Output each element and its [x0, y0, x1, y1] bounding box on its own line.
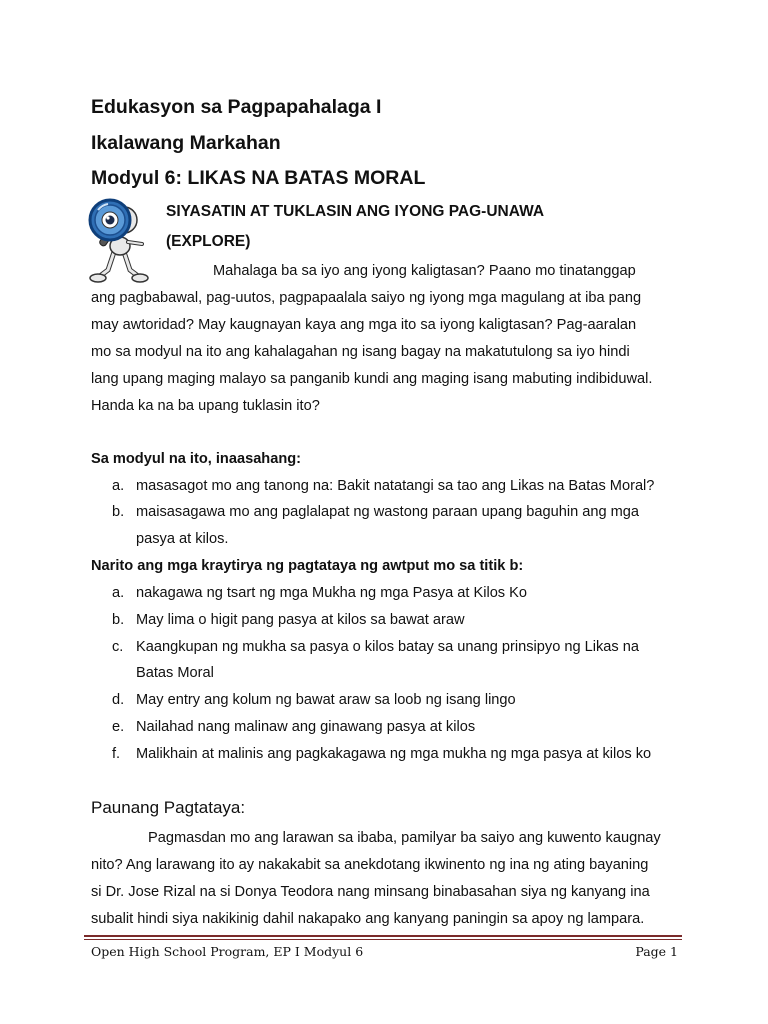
intro-line: ang pagbabawal, pag-uutos, pagpapaalala saiyo ng iyong mga magulang at iba pang: [91, 290, 642, 306]
list-marker: b.: [112, 612, 125, 628]
footer-rule: [84, 935, 682, 937]
list-item-text: Malikhain at malinis ang pagkakagawa ng mga mukha ng mga pasya at kilos ko: [136, 746, 652, 762]
page-number: Page 1: [635, 944, 678, 959]
list-marker: f.: [112, 746, 121, 762]
list-marker: d.: [112, 692, 125, 708]
list-item-text: Batas Moral: [136, 665, 214, 681]
explore-heading-line2: (EXPLORE): [166, 233, 251, 250]
list-item-text: pasya at kilos.: [136, 531, 229, 547]
intro-line: may awtoridad? May kaugnayan kaya ang mga ito sa iyong kaligtasan? Pag-aaralan: [91, 317, 637, 333]
list-marker: a.: [112, 478, 125, 494]
list-marker: a.: [112, 585, 125, 601]
intro-line: lang upang maging malayo sa panganib kundi ang maging isang mabuting indibiduwal.: [91, 371, 653, 387]
list-item-text: maisasagawa mo ang paglalapat ng wastong paraan upang baguhin ang mga: [136, 504, 640, 520]
pretest-line: Pagmasdan mo ang larawan sa ibaba, pamilyar ba saiyo ang kuwento kaugnay: [148, 830, 661, 846]
intro-line: mo sa modyul na ito ang kahalagahan ng isang bagay na makatutulong sa iyo hindi: [91, 344, 630, 360]
footer-program: Open High School Program, EP I Modyul 6: [91, 944, 364, 959]
list-marker: c.: [112, 639, 124, 655]
pretest-line: nito? Ang larawang ito ay nakakabit sa anekdotang ikwinento ng ina ng ating bayaning: [91, 857, 649, 873]
footer-rule-thin: [84, 939, 682, 940]
explore-heading-line1: SIYASATIN AT TUKLASIN ANG IYONG PAG-UNAWA: [166, 203, 545, 220]
criteria-heading: Narito ang mga kraytirya ng pagtataya ng awtput mo sa titik b:: [91, 558, 524, 574]
list-marker: b.: [112, 504, 125, 520]
intro-line: Mahalaga ba sa iyo ang iyong kaligtasan? Paano mo tinatanggap: [213, 263, 636, 279]
list-marker: e.: [112, 719, 125, 735]
objectives-heading: Sa modyul na ito, inaasahang:: [91, 451, 302, 467]
list-item-text: Nailahad nang malinaw ang ginawang pasya at kilos: [136, 719, 476, 735]
module-title: Modyul 6: LIKAS NA BATAS MORAL: [91, 167, 426, 189]
list-item-text: masasagot mo ang tanong na: Bakit natatangi sa tao ang Likas na Batas Moral?: [136, 478, 655, 494]
pretest-line: si Dr. Jose Rizal na si Donya Teodora nang minsang binabasahan siya ng kanyang ina: [91, 884, 650, 900]
list-item-text: Kaangkupan ng mukha sa pasya o kilos batay sa unang prinsipyo ng Likas na: [136, 639, 640, 655]
intro-line: Handa ka na ba upang tuklasin ito?: [91, 398, 320, 414]
list-item-text: May entry ang kolum ng bawat araw sa loob ng isang lingo: [136, 692, 516, 708]
subject-title: Edukasyon sa Pagpapahalaga I: [91, 96, 382, 118]
quarter-title: Ikalawang Markahan: [91, 132, 281, 154]
pretest-heading: Paunang Pagtataya:: [91, 798, 246, 817]
magnifying-glass-mascot-icon: [84, 196, 164, 284]
pretest-line: subalit hindi siya nakikinig dahil nakapako ang kanyang paningin sa apoy ng lampara.: [91, 911, 645, 927]
list-item-text: May lima o higit pang pasya at kilos sa bawat araw: [136, 612, 465, 628]
list-item-text: nakagawa ng tsart ng mga Mukha ng mga Pasya at Kilos Ko: [136, 585, 528, 601]
